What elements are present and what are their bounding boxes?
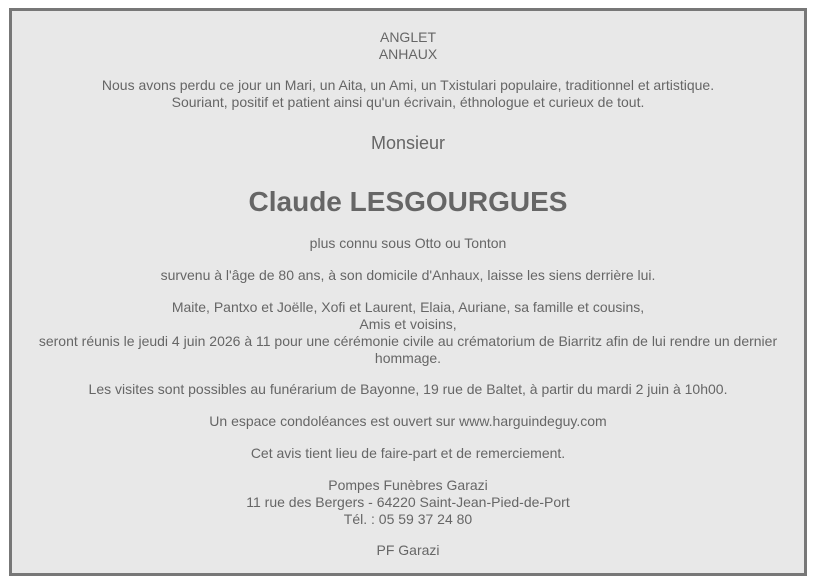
funeral-home-phone: Tél. : 05 59 37 24 80 bbox=[343, 511, 473, 527]
intro-line-2: Souriant, positif et patient ainsi qu'un écrivain, éthnologue et curieux de tout. bbox=[171, 94, 645, 110]
funeral-home-address: 11 rue des Bergers - 64220 Saint-Jean-Pied-de-Port bbox=[246, 494, 570, 510]
deceased-line: survenu à l'âge de 80 ans, à son domicile d'Anhaux, laisse les siens derrière lui. bbox=[160, 267, 656, 283]
funeral-home-block bbox=[12, 477, 804, 528]
obituary-notice bbox=[9, 8, 807, 576]
honorific: Monsieur bbox=[370, 133, 446, 153]
intro-block bbox=[12, 77, 804, 111]
deceased-name: Claude LESGOURGUES bbox=[248, 186, 568, 217]
family-line-2: Amis et voisins, bbox=[359, 316, 457, 332]
family-block bbox=[32, 299, 784, 367]
signature: PF Garazi bbox=[376, 542, 440, 558]
places-block bbox=[12, 29, 804, 63]
condolences-line: Un espace condoléances est ouvert sur www.harguindeguy.com bbox=[209, 413, 607, 429]
faire-part-line: Cet avis tient lieu de faire-part et de remerciement. bbox=[250, 445, 566, 461]
intro-line-1: Nous avons perdu ce jour un Mari, un Aita, un Ami, un Txistulari populaire, traditionnel et artistique. bbox=[101, 77, 715, 93]
ceremony-line: seront réunis le jeudi 4 juin 2026 à 11 pour une cérémonie civile au crématorium de Biarritz afin de lui rendre un dernier hommage. bbox=[38, 333, 778, 366]
place-anglet: ANGLET bbox=[379, 29, 436, 45]
nickname-line: plus connu sous Otto ou Tonton bbox=[309, 235, 507, 251]
funeral-home-name: Pompes Funèbres Garazi bbox=[328, 477, 488, 493]
place-anhaux: ANHAUX bbox=[378, 46, 438, 62]
visits-line: Les visites sont possibles au funérarium de Bayonne, 19 rue de Baltet, à partir du mardi 2 juin à 10h00. bbox=[88, 381, 728, 397]
family-line-1: Maite, Pantxo et Joëlle, Xofi et Laurent, Elaia, Auriane, sa famille et cousins, bbox=[171, 299, 645, 315]
